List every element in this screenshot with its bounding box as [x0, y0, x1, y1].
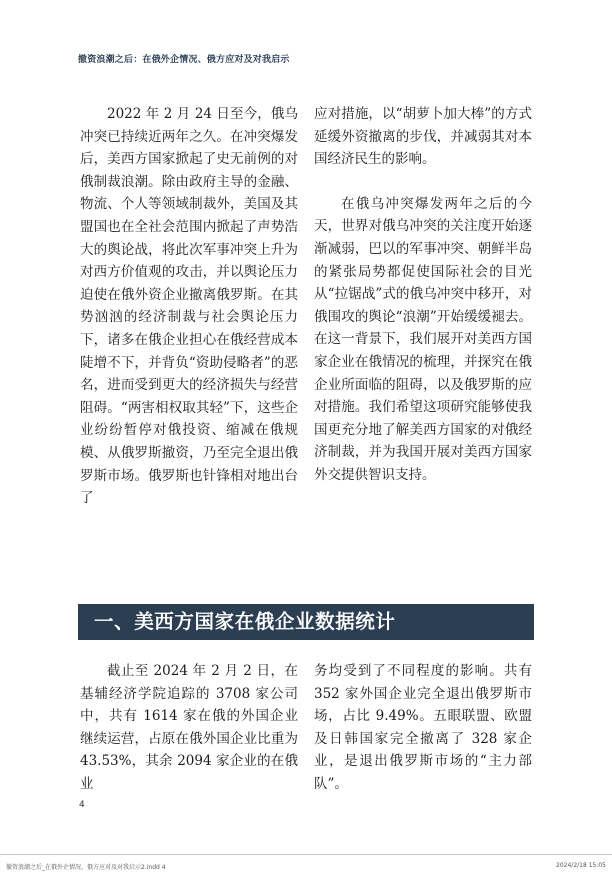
intro-right-column [314, 103, 532, 487]
section1-paragraph-continuation: 务均受到了不同程度的影响。共有 352 家外国企业完全退出俄罗斯市场，占比 9.49%。五眼联盟、欧盟及日韩国家完全撤离了 328 家企业，是退出俄罗斯市场的“主力部队”。 [314, 663, 532, 792]
footer-timestamp: 2024/2/18 15:05 [556, 862, 606, 869]
intro-paragraph-2: 在俄乌冲突爆发两年之后的今天，世界对俄乌冲突的关注度开始逐渐减弱，巴以的军事冲突、朝鲜半岛的紧张局势都促使国际社会的目光从“拉锯战”式的俄乌冲突中移开，对俄围攻的舆论“浪潮”开始缓缓褪去。在这一背景下，我们展开对美西方国家企业在俄情况的梳理，并探究在俄企业所面临的阻碍，以及俄罗斯的应对措施。我们希望这项研究能够使我国更充分地了解美西方国家的对俄经济制裁，并为我国开展对美西方国家外交提供智识支持。 [314, 195, 532, 483]
intro-left-column [80, 103, 298, 510]
intro-paragraph-1: 2022 年 2 月 24 日至今，俄乌冲突已持续近两年之久。在冲突爆发后，美西方国家掀起了史无前例的对俄制裁浪潮。除由政府主导的金融、物流、个人等领域制裁外，美国及其盟国也在全社会范围内掀起了声势浩大的舆论战，将此次军事冲突上升为对西方价值观的攻击，并以舆论压力迫使在俄外资企业撤离俄罗斯。在其势汹汹的经济制裁与社会舆论压力下，诸多在俄企业担心在俄经营成本陡增不下，并背负“资助侵略者”的恶名，进而受到更大的经济损失与经营阻碍。“两害相权取其轻”下，这些企业纷纷暂停对俄投资、缩减在俄规模、从俄罗斯撤资，乃至完全退出俄罗斯市场。俄罗斯也针锋相对地出台了 [80, 106, 298, 507]
section-heading: 一、美西方国家在俄企业数据统计 [78, 604, 534, 640]
intro-paragraph-1-continuation: 应对措施，以“胡萝卜加大棒”的方式延缓外资撤离的步伐，并减弱其对本国经济民生的影响。 [314, 106, 532, 168]
footer-file-name: 撤资浪潮之后_在俄外企情况、俄方应对及对我启示2.indd 4 [6, 864, 166, 871]
page-number: 4 [79, 800, 85, 810]
section1-left-column [80, 660, 298, 796]
section1-right-column [314, 660, 532, 796]
section1-paragraph: 截止至 2024 年 2 月 2 日，在基辅经济学院追踪的 3708 家公司中，共有 1614 家在俄的外国企业继续运营，占原在俄外国企业比重为 43.53%，其余 2094 家企业的在俄业 [80, 663, 298, 792]
footer-divider [0, 854, 612, 855]
running-header: 撤资浪潮之后：在俄外企情况、俄方应对及对我启示 [78, 55, 290, 65]
